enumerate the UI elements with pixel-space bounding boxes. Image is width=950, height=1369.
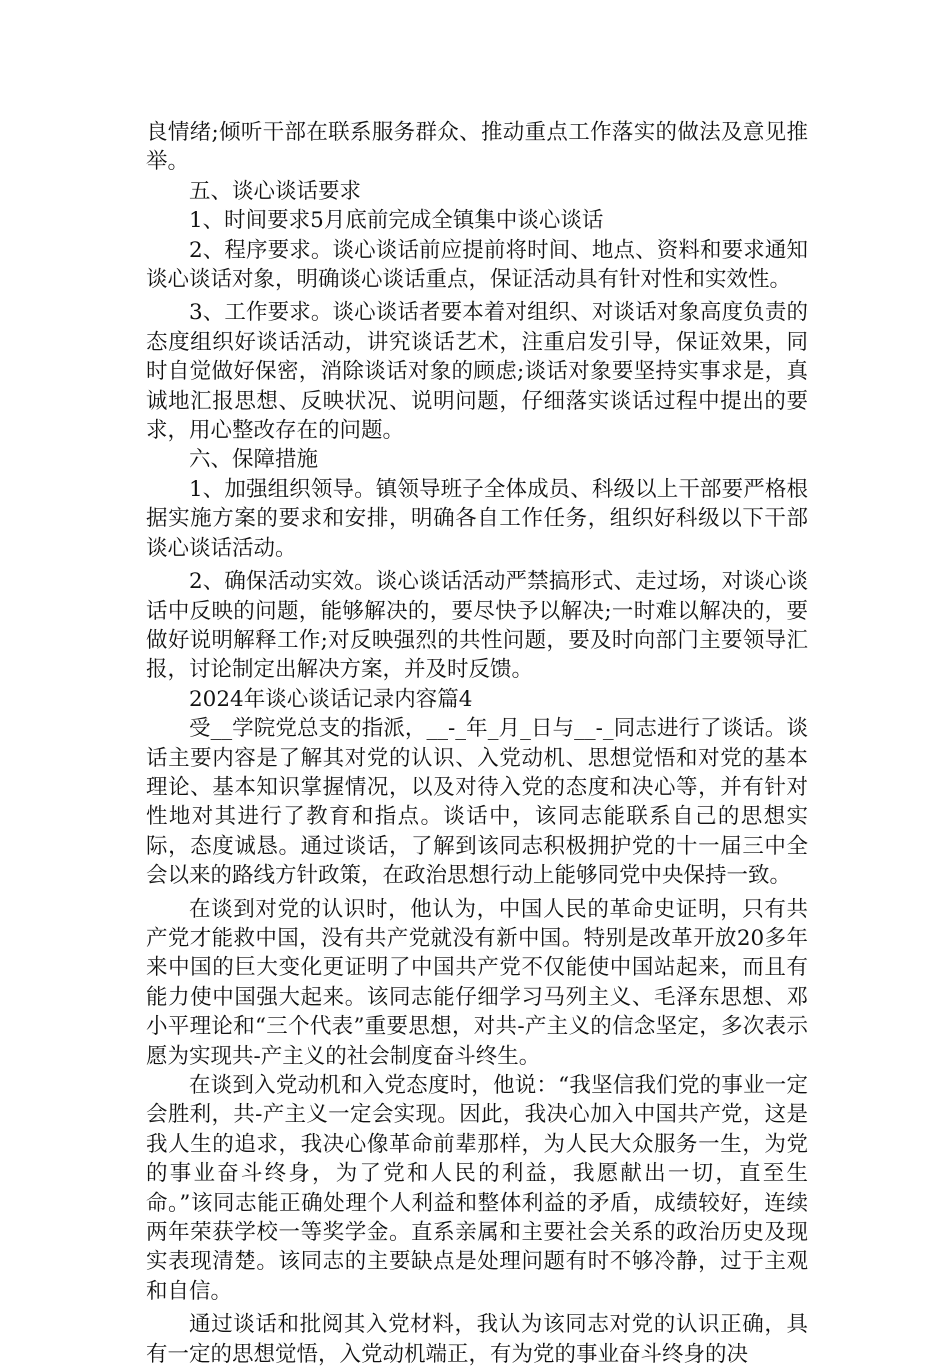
article-title: 2024年谈心谈话记录内容篇4 [189,686,473,712]
paragraph-continued: 良情绪;倾听干部在联系服务群众、推动重点工作落实的做法及意见推举。 [146,120,808,175]
paragraph: 通过谈话和批阅其入党材料，我认为该同志对党的认识正确，具有一定的思想觉悟，入党动机端正，有为党的事业奋斗终身的决 [146,1312,808,1367]
paragraph: 在谈到入党动机和入党态度时，他说：“我坚信我们党的事业一定会胜利，共-产主义一定会实现。因此，我决心加入中国共产党，这是我人生的追求，我决心像革命前辈那样，为人民大众服务一生，为党的事业奋斗终身，为了党和人民的利益，我愿献出一切，直至生命。”该同志能正确处理个人利益和整体利益的矛盾，成绩较好，连续两年荣获学校一等奖学金。直系亲属和主要社会关系的政治历史及现实表现清楚。该同志的主要缺点是处理问题有时不够冷静，过于主观和自信。 [146,1073,808,1304]
section-heading-6: 六、保障措施 [189,447,319,473]
section-heading-5: 五、谈心谈话要求 [189,178,362,204]
paragraph: 3、工作要求。谈心谈话者要本着对组织、对谈话对象高度负责的态度组织好谈话活动，讲究谈话艺术，注重启发引导，保证效果，同时自觉做好保密，消除谈话对象的顾虑;谈话对象要坚持实事求是，真诚地汇报思想、反映状况、说明问题，仔细落实谈话过程中提出的要求，用心整改存在的问题。 [146,300,808,444]
paragraph: 2、确保活动实效。谈心谈话活动严禁搞形式、走过场，对谈心谈话中反映的问题，能够解决的，要尽快予以解决;一时难以解决的，要做好说明解释工作;对反映强烈的共性问题，要及时向部门主要领导汇报，讨论制定出解决方案，并及时反馈。 [146,569,808,683]
paragraph: 1、加强组织领导。镇领导班子全体成员、科级以上干部要严格根据实施方案的要求和安排，明确各自工作任务，组织好科级以下干部谈心谈话活动。 [146,476,808,561]
paragraph: 2、程序要求。谈心谈话前应提前将时间、地点、资料和要求通知谈心谈话对象，明确谈心谈话重点，保证活动具有针对性和实效性。 [146,237,808,293]
paragraph: 1、时间要求5月底前完成全镇集中谈心谈话 [189,208,604,234]
paragraph: 在谈到对党的认识时，他认为，中国人民的革命史证明，只有共产党才能救中国，没有共产党就没有新中国。特别是改革开放20多年来中国的巨大变化更证明了中国共产党不仅能使中国站起来，而且有能力使中国强大起来。该同志能仔细学习马列主义、毛泽东思想、邓小平理论和“三个代表”重要思想，对共-产主义的信念坚定，多次表示愿为实现共-产主义的社会制度奋斗终生。 [146,896,808,1069]
paragraph: 受__学院党总支的指派，__-_年_月_日与__-_同志进行了谈话。谈话主要内容是了解其对党的认识、入党动机、思想觉悟和对党的基本理论、基本知识掌握情况，以及对待入党的态度和决心等，并有针对性地对其进行了教育和指点。谈话中，该同志能联系自己的思想实际，态度诚恳。通过谈话，了解到该同志积极拥护党的十一届三中全会以来的路线方针政策，在政治思想行动上能够同党中央保持一致。 [146,716,808,889]
document-body [146,118,808,1369]
